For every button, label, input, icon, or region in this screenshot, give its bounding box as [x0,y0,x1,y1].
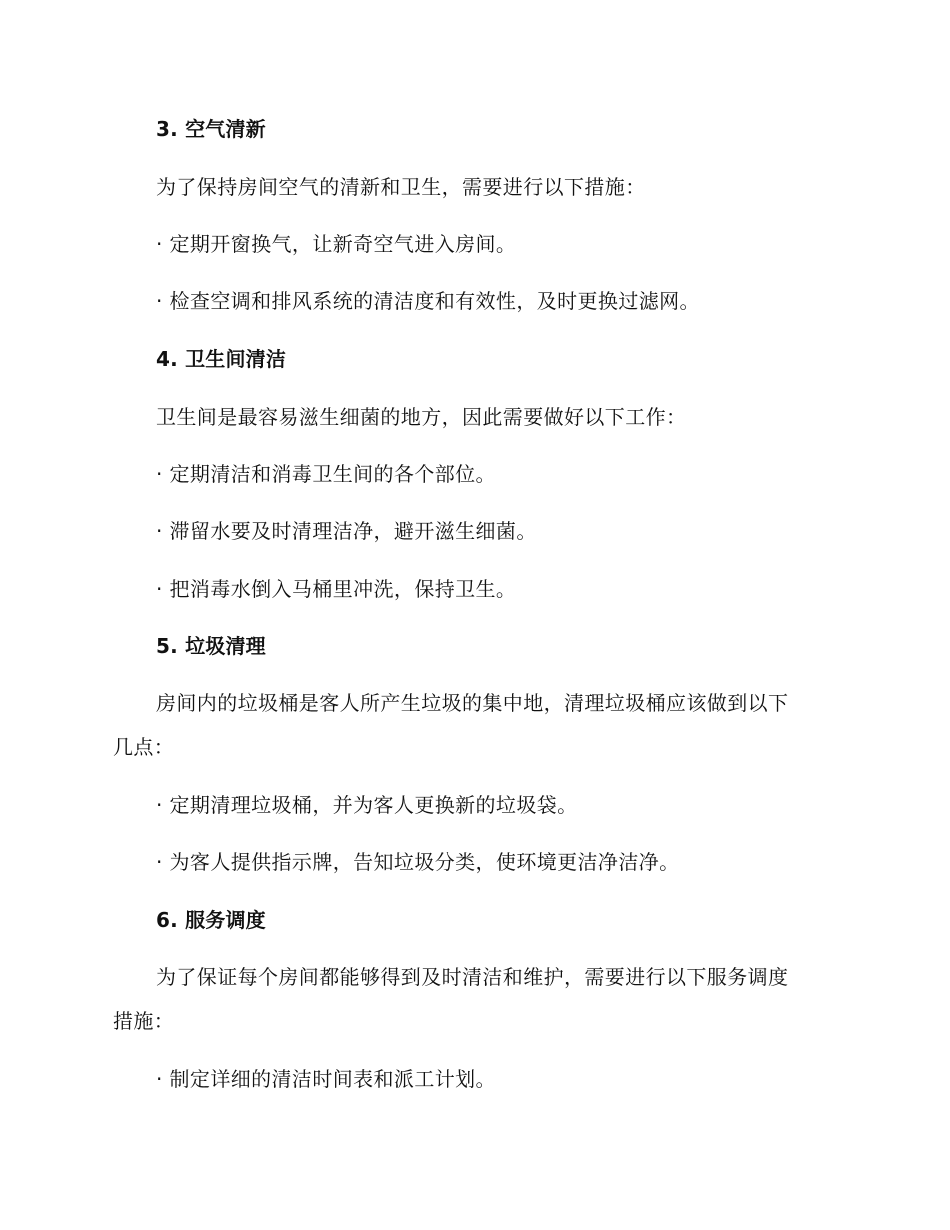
section-intro-3: 为了保持房间空气的清新和卫生，需要进行以下措施： [156,175,646,199]
section-intro-6-line2: 措施： [113,1009,175,1033]
bullet-item: · 定期清洁和消毒卫生间的各个部位。 [156,462,496,486]
bullet-item: · 制定详细的清洁时间表和派工计划。 [156,1067,496,1091]
section-intro-5-line1: 房间内的垃圾桶是客人所产生垃圾的集中地，清理垃圾桶应该做到以下 [156,691,789,715]
bullet-item: · 滞留水要及时清理洁净，避开滋生细菌。 [156,519,537,543]
section-heading-5: 5. 垃圾清理 [156,634,266,658]
section-intro-5-line2: 几点： [113,735,175,759]
bullet-item: · 检查空调和排风系统的清洁度和有效性，及时更换过滤网。 [156,289,700,313]
section-heading-4: 4. 卫生间清洁 [156,347,287,371]
section-intro-6-line1: 为了保证每个房间都能够得到及时清洁和维护，需要进行以下服务调度 [156,965,789,989]
bullet-item: · 为客人提供指示牌，告知垃圾分类，使环境更洁净洁净。 [156,850,680,874]
section-intro-4: 卫生间是最容易滋生细菌的地方，因此需要做好以下工作： [156,405,687,429]
bullet-item: · 定期清理垃圾桶，并为客人更换新的垃圾袋。 [156,793,578,817]
section-heading-3: 3. 空气清新 [156,117,266,141]
section-heading-6: 6. 服务调度 [156,908,266,932]
bullet-item: · 定期开窗换气，让新奇空气进入房间。 [156,232,517,256]
bullet-item: · 把消毒水倒入马桶里冲洗，保持卫生。 [156,577,517,601]
